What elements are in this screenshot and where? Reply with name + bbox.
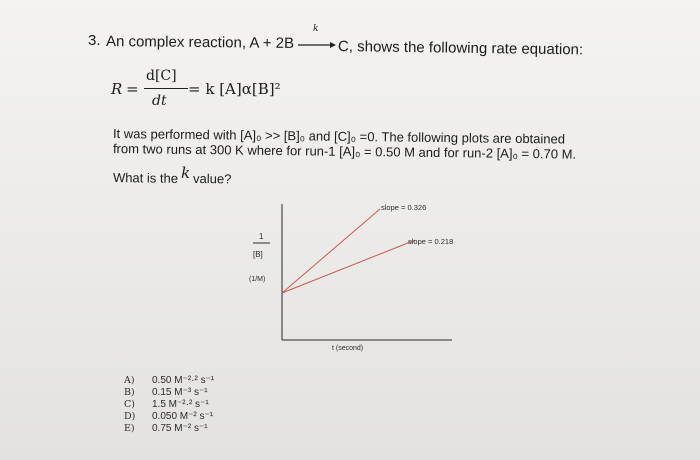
question-k-symbol: k (180, 163, 191, 182)
answer-option-text: 0.050 M⁻² s⁻¹ (152, 411, 214, 422)
paragraph-line-1: It was performed with [A]₀ >> [B]₀ and [C]₀ =0. The following plots are obtained (112, 126, 566, 147)
answer-option-letter: D) (124, 411, 136, 422)
answer-option (124, 423, 214, 435)
equation-equals: = (126, 80, 139, 98)
answer-option-text: 0.50 M⁻²·² s⁻¹ (152, 375, 215, 386)
answer-option-text: 0.15 M⁻³ s⁻¹ (152, 387, 208, 398)
paragraph-line-2: from two runs at 300 K where for run-1 [A]₀ = 0.50 M and for run-2 [A]₀ = 0.70 M. (112, 141, 577, 162)
answer-option-letter: C) (124, 399, 135, 410)
answer-option-letter: B) (124, 387, 135, 398)
series-line-slope-0-326 (282, 209, 380, 293)
answer-option (124, 387, 214, 399)
answer-option (124, 399, 214, 411)
answer-option-text: 0.75 M⁻² s⁻¹ (152, 423, 208, 434)
answer-option-letter: E) (124, 423, 135, 434)
equation-rhs: = k [A]α[B]² (188, 80, 281, 98)
x-axis-label: t (second) (332, 345, 364, 352)
series-line-slope-0-218 (282, 240, 415, 293)
arrow-rate-constant-label: k (313, 24, 319, 34)
y-label-denominator: [B] (253, 250, 263, 259)
question-product-text: C, shows the following rate equation: (337, 38, 584, 59)
equation-numerator: d[C] (146, 68, 177, 84)
answer-option (124, 411, 214, 423)
equation-lhs: R (111, 80, 123, 98)
equation-denominator: dt (152, 93, 167, 109)
question-title: An complex reaction, A + 2B (105, 33, 295, 52)
question-number: 3. (88, 32, 101, 49)
y-label-numerator: 1 (259, 232, 264, 241)
answer-options (124, 375, 214, 435)
answer-option (124, 375, 214, 387)
slope-label-0-218: slope = 0.218 (408, 237, 454, 246)
slope-label-0-326: slope = 0.326 (381, 203, 427, 212)
answer-option-letter: A) (124, 375, 135, 386)
question-prefix: What is the (112, 170, 179, 186)
y-label-unit: (1/M) (249, 276, 266, 283)
question-suffix: value? (193, 170, 232, 187)
answer-option-text: 1.5 M⁻²·² s⁻¹ (152, 399, 209, 410)
